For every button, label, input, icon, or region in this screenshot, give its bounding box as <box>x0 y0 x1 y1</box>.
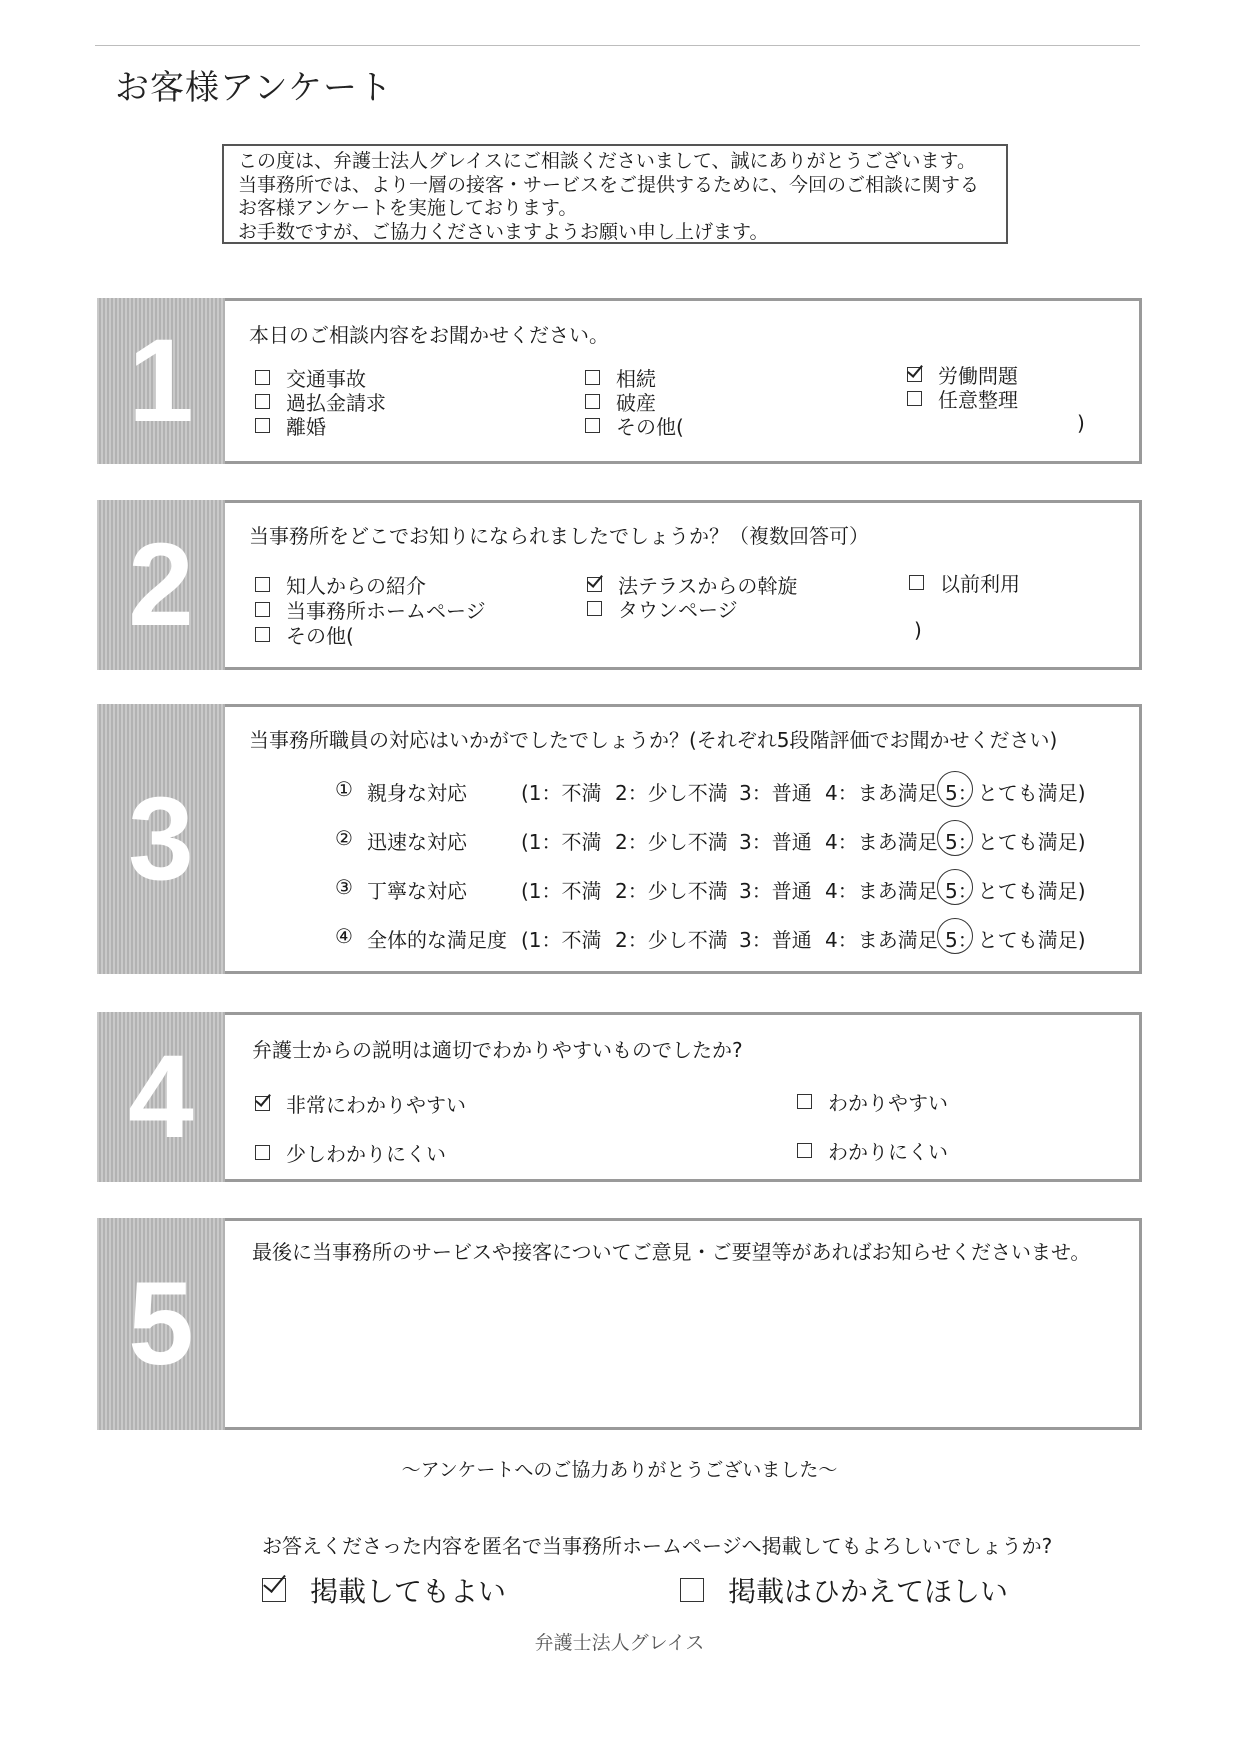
checkbox[interactable] <box>255 394 270 409</box>
publish-question: お答えくださった内容を匿名で当事務所ホームページへ掲載してもよろしいでしょうか? <box>262 1534 1053 1558</box>
scale-4[interactable]: 4：まあ満足 <box>825 781 938 805</box>
intro-line: この度は、弁護士法人グレイスにご相談くださいまして、誠にありがとうございます。 <box>238 150 976 172</box>
checkbox-checked[interactable] <box>255 1096 270 1111</box>
checkbox[interactable] <box>585 394 600 409</box>
page-title: お客様アンケート <box>115 68 393 108</box>
question-1-section <box>97 298 1142 464</box>
option-label: 破産 <box>616 391 656 415</box>
scale-4[interactable]: 4：まあ満足 <box>825 928 938 952</box>
scale-5[interactable]: 5：とても満足) <box>945 830 1086 854</box>
checkbox-option[interactable] <box>585 411 684 440</box>
item-label: 全体的な満足度 <box>367 928 507 952</box>
option-label: 離婚 <box>286 415 326 439</box>
item-number: ② <box>335 826 353 850</box>
checkbox-option[interactable] <box>255 1138 446 1167</box>
scale-3[interactable]: 3：普通 <box>739 928 812 952</box>
scale-1[interactable]: (1：不満 <box>521 781 602 805</box>
question-text: 本日のご相談内容をお聞かせください。 <box>249 323 609 347</box>
checkbox[interactable] <box>907 391 922 406</box>
option-label: 当事務所ホームページ <box>286 599 486 623</box>
option-label: 過払金請求 <box>286 391 386 415</box>
option-label: 相続 <box>616 367 656 391</box>
item-number: ① <box>335 777 353 801</box>
option-label: 労働問題 <box>938 364 1018 388</box>
option-label: 非常にわかりやすい <box>286 1093 466 1117</box>
scale-2[interactable]: 2：少し不満 <box>615 928 728 952</box>
scale-5[interactable]: 5：とても満足) <box>945 928 1086 952</box>
checkbox[interactable] <box>255 602 270 617</box>
option-label: 少しわかりにくい <box>286 1142 446 1166</box>
scale-4[interactable]: 4：まあ満足 <box>825 830 938 854</box>
selected-rating-circle <box>937 820 973 856</box>
option-label: 掲載はひかえてほしい <box>728 1575 1009 1608</box>
checkbox-option[interactable] <box>255 411 326 440</box>
section-number-block <box>97 704 225 974</box>
checkbox[interactable] <box>255 577 270 592</box>
checkbox-checked[interactable] <box>587 577 602 592</box>
question-text: 弁護士からの説明は適切でわかりやすいものでしたか? <box>252 1038 743 1062</box>
firm-name: 弁護士法人グレイス <box>534 1632 705 1654</box>
checkbox-option[interactable] <box>797 1087 948 1116</box>
option-label: その他( <box>286 624 354 648</box>
question-text: 当事務所をどこでお知りになられましたでしょうか？（複数回答可） <box>249 524 869 548</box>
scale-3[interactable]: 3：普通 <box>739 879 812 903</box>
intro-line: お手数ですが、ご協力くださいますようお願い申し上げます。 <box>238 220 769 243</box>
checkbox[interactable] <box>255 418 270 433</box>
publish-option[interactable] <box>262 1570 506 1610</box>
checkbox[interactable] <box>797 1143 812 1158</box>
checkbox[interactable] <box>255 627 270 642</box>
checkbox[interactable] <box>909 575 924 590</box>
scale-5[interactable]: 5：とても満足) <box>945 781 1086 805</box>
scale-3[interactable]: 3：普通 <box>739 830 812 854</box>
section-number: 2 <box>128 519 194 651</box>
checkbox[interactable] <box>797 1094 812 1109</box>
option-label: タウンページ <box>618 598 738 622</box>
question-2-section <box>97 500 1142 670</box>
section-number: 5 <box>128 1258 194 1390</box>
scale-1[interactable]: (1：不満 <box>521 928 602 952</box>
question-text: 最後に当事務所のサービスや接客についてご意見・ご要望等があればお知らせくださいませ。 <box>252 1240 1091 1264</box>
scale-1[interactable]: (1：不満 <box>521 830 602 854</box>
intro-line: 当事務所では、より一層の接客・サービスをご提供するために、今回のご相談に関する <box>238 173 980 196</box>
checkbox[interactable] <box>255 370 270 385</box>
checkbox-option[interactable] <box>255 620 354 649</box>
intro-box <box>222 144 1008 244</box>
question-text: 当事務所職員の対応はいかがでしたでしょうか？(それぞれ5段階評価でお聞かせください) <box>249 728 1058 752</box>
question-4-section <box>97 1012 1142 1182</box>
checkbox-option[interactable] <box>907 384 1018 413</box>
scale-1[interactable]: (1：不満 <box>521 879 602 903</box>
checkbox-option[interactable] <box>909 568 1020 597</box>
option-label: 掲載してもよい <box>310 1575 507 1608</box>
option-label: 以前利用 <box>940 572 1020 596</box>
other-close-paren: ) <box>1077 411 1085 435</box>
checkbox-checked[interactable] <box>262 1578 286 1602</box>
section-number-block <box>97 1218 225 1430</box>
option-label: わかりやすい <box>828 1091 948 1115</box>
option-label: 交通事故 <box>286 367 366 391</box>
scale-2[interactable]: 2：少し不満 <box>615 781 728 805</box>
option-label: その他( <box>616 415 684 439</box>
item-number: ③ <box>335 875 353 899</box>
scale-3[interactable]: 3：普通 <box>739 781 812 805</box>
checkbox-option[interactable] <box>255 1089 466 1118</box>
scale-2[interactable]: 2：少し不満 <box>615 879 728 903</box>
checkbox-option[interactable] <box>797 1136 948 1165</box>
section-number: 1 <box>128 315 194 447</box>
top-rule <box>95 45 1140 46</box>
comment-area[interactable] <box>252 1278 1112 1408</box>
publish-option[interactable] <box>680 1570 1008 1610</box>
section-number: 3 <box>128 773 194 905</box>
selected-rating-circle <box>937 869 973 905</box>
option-label: 知人からの紹介 <box>286 574 426 598</box>
checkbox-checked[interactable] <box>907 367 922 382</box>
selected-rating-circle <box>937 771 973 807</box>
option-label: 任意整理 <box>938 388 1018 412</box>
checkbox[interactable] <box>255 1145 270 1160</box>
section-number-block <box>97 1012 225 1182</box>
option-label: わかりにくい <box>828 1140 948 1164</box>
section-number: 4 <box>128 1031 194 1163</box>
checkbox[interactable] <box>585 418 600 433</box>
item-label: 親身な対応 <box>367 781 467 805</box>
scale-4[interactable]: 4：まあ満足 <box>825 879 938 903</box>
thanks-message: ～アンケートへのご協力ありがとうございました～ <box>401 1459 838 1481</box>
checkbox[interactable] <box>680 1578 704 1602</box>
intro-line: お客様アンケートを実施しております。 <box>238 197 578 219</box>
checkbox-option[interactable] <box>587 594 738 623</box>
section-number-block <box>97 298 225 464</box>
option-label: 法テラスからの斡旋 <box>618 574 798 598</box>
other-close-paren: ) <box>914 618 922 642</box>
scale-5[interactable]: 5：とても満足) <box>945 879 1086 903</box>
item-label: 迅速な対応 <box>367 830 467 854</box>
question-3-section <box>97 704 1142 974</box>
section-number-block <box>97 500 225 670</box>
item-label: 丁寧な対応 <box>367 879 467 903</box>
item-number: ④ <box>335 924 353 948</box>
checkbox[interactable] <box>585 370 600 385</box>
scale-2[interactable]: 2：少し不満 <box>615 830 728 854</box>
question-5-section <box>97 1218 1142 1430</box>
selected-rating-circle <box>937 918 973 954</box>
checkbox[interactable] <box>587 601 602 616</box>
